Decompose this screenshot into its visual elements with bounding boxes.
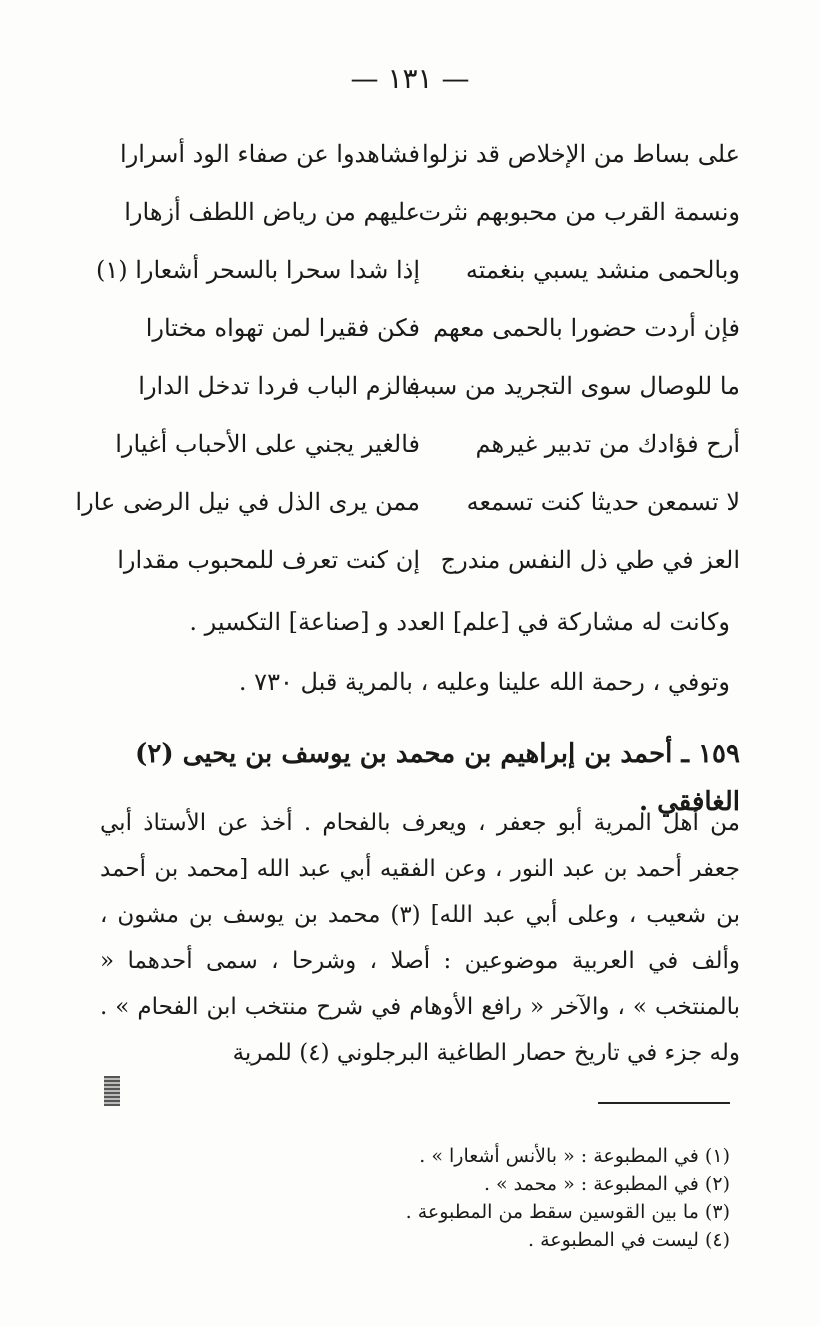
- footnote: (٣) ما بين القوسين سقط من المطبوعة .: [405, 1201, 730, 1223]
- verse-second-hemistich: فكن فقيرا لمن تهواه مختارا: [145, 314, 420, 342]
- verse: [75, 473, 740, 531]
- footnote: (٢) في المطبوعة : « محمد » .: [483, 1173, 730, 1195]
- entry-heading: ١٥٩ ـ أحمد بن إبراهيم بن محمد بن يوسف بن يحيى (٢) الغافقي .: [135, 739, 740, 817]
- verse: [100, 183, 740, 241]
- footnote: (٤) ليست في المطبوعة .: [527, 1229, 730, 1251]
- verse-second-hemistich: فالزم الباب فردا تدخل الدارا: [138, 372, 420, 400]
- verse: [100, 531, 740, 589]
- poem: [75, 125, 740, 589]
- scan-artifact: [104, 1076, 120, 1106]
- verse-second-hemistich: ممن يرى الذل في نيل الرضى عارا: [75, 488, 420, 516]
- verse-second-hemistich: فالغير يجني على الأحباب أغيارا: [115, 430, 420, 458]
- prose-line: وتوفي ، رحمة الله علينا وعليه ، بالمرية قبل ٧٣٠ .: [238, 668, 730, 696]
- prose-paragraph: [100, 658, 730, 706]
- verse: [100, 299, 740, 357]
- footnote-divider: [598, 1102, 730, 1104]
- verse-first-hemistich: فإن أردت حضورا بالحمى معهم: [433, 314, 740, 342]
- page-number: — ١٣١ —: [350, 62, 470, 95]
- footnotes: [300, 1142, 730, 1254]
- verse-first-hemistich: لا تسمعن حديثا كنت تسمعه: [466, 488, 740, 516]
- verse-first-hemistich: العز في طي ذل النفس مندرج: [440, 546, 740, 574]
- verse: [100, 125, 740, 183]
- verse-first-hemistich: ما للوصال سوى التجريد من سبب: [406, 372, 740, 400]
- prose-paragraph: [100, 598, 730, 646]
- prose-line: وكانت له مشاركة في [علم] العدد و [صناعة] التكسير .: [189, 608, 730, 636]
- verse-second-hemistich: فشاهدوا عن صفاء الود أسرارا: [120, 140, 420, 168]
- verse-second-hemistich: إن كنت تعرف للمحبوب مقدارا: [117, 546, 420, 574]
- verse-first-hemistich: ونسمة القرب من محبوبهم نثرت: [418, 198, 740, 226]
- verse-first-hemistich: على بساط من الإخلاص قد نزلوا: [421, 140, 740, 168]
- verse-second-hemistich: إذا شدا سحرا بالسحر أشعارا (١): [95, 256, 420, 284]
- verse-second-hemistich: عليهم من رياض اللطف أزهارا: [124, 198, 420, 226]
- verse-first-hemistich: وبالحمى منشد يسبي بنغمته: [465, 256, 740, 284]
- verse-first-hemistich: أرح فؤادك من تدبير غيرهم: [475, 430, 740, 458]
- biography-paragraph: من أهل المرية أبو جعفر ، ويعرف بالفحام . أخذ عن الأستاذ أبي جعفر أحمد بن عبد النور ، وعن الفقيه أبي عبد الله [محمد بن أحمد بن شعيب ، وعلى أبي عبد الله] (٣) محمد بن يوسف بن مشون ، وألف في العربية موضوعين : أصلا ، وشرحا ، سمى أحدهما « بالمنتخب » ، والآخر « رافع الأوهام في شرح منتخب ابن الفحام » . وله جزء في تاريخ حصار الطاغية البرجلوني (٤) للمرية: [100, 810, 741, 1066]
- verse: [95, 241, 740, 299]
- verse: [100, 415, 740, 473]
- verse: [100, 357, 740, 415]
- footnote: (١) في المطبوعة : « بالأنس أشعارا » .: [419, 1145, 730, 1167]
